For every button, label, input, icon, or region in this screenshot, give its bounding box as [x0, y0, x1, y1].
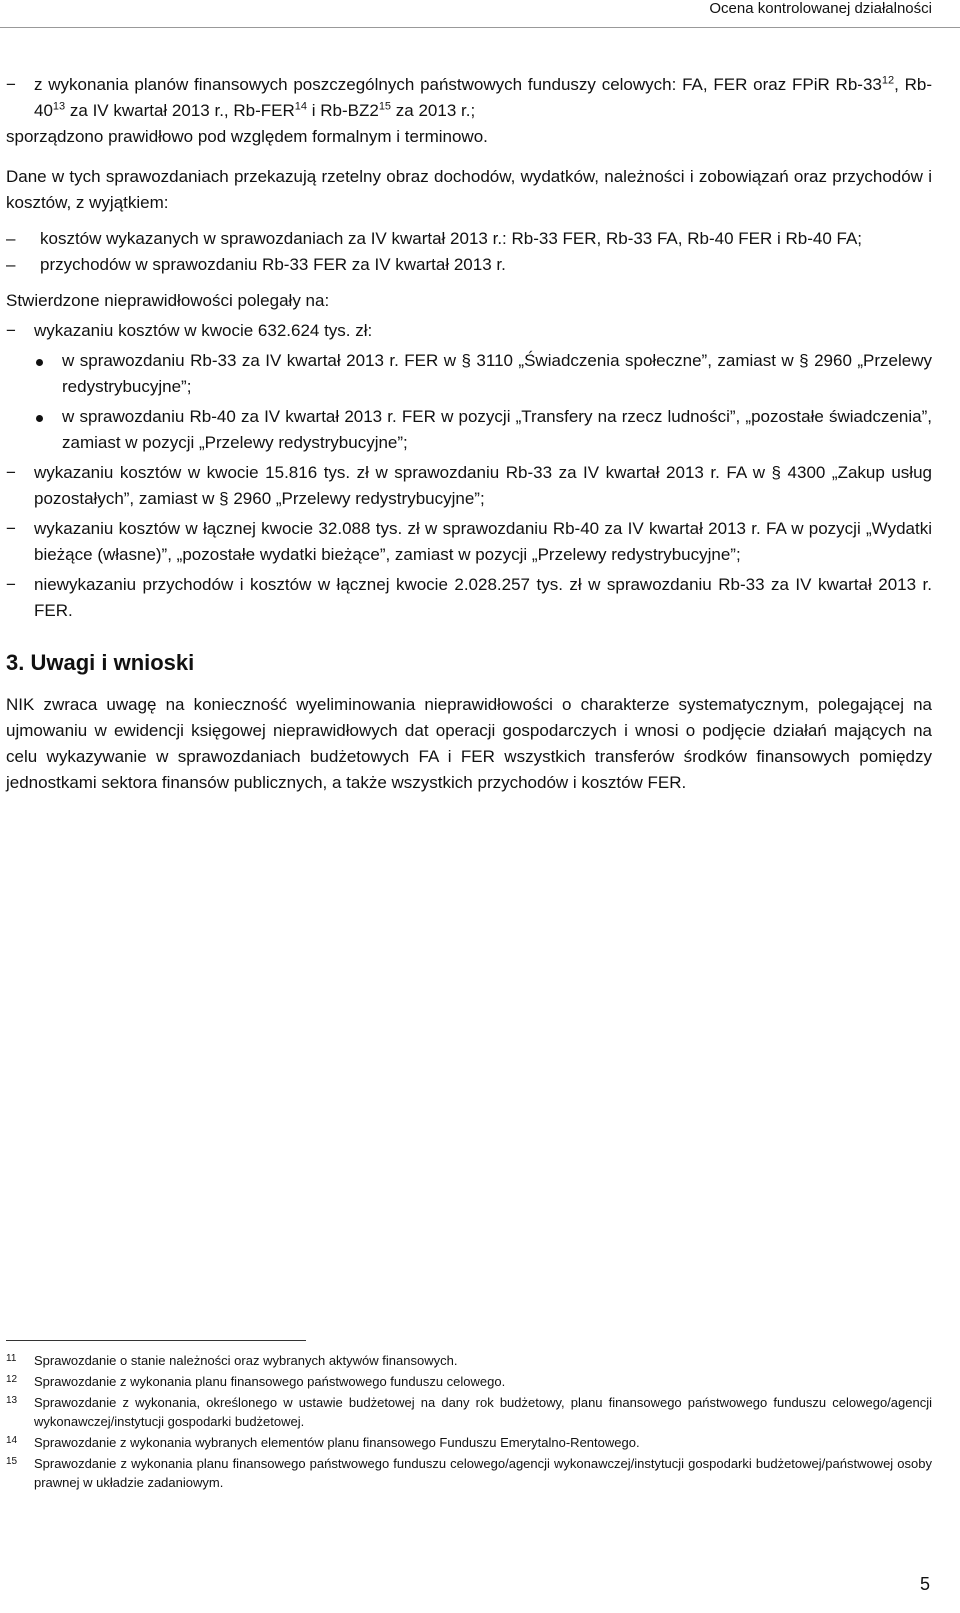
dash-marker: −: [6, 519, 16, 538]
footnote-ref-15[interactable]: 15: [378, 100, 392, 113]
footnote-ref-12[interactable]: 12: [881, 74, 895, 87]
intro-dash-item: [6, 72, 932, 124]
intro-text-2: , Rb-40: [34, 75, 932, 120]
irregularity-text: niewykazaniu przychodów i kosztów w łącznej kwocie 2.028.257 tys. zł w sprawozdaniu Rb-33 za IV kwartał 2013 r. FER.: [34, 575, 932, 620]
irregularity-text: wykazaniu kosztów w kwocie 632.624 tys. zł:: [34, 321, 373, 340]
footnote-text: Sprawozdanie z wykonania planu finansowego państwowego funduszu celowego.: [34, 1374, 506, 1389]
footnote-number: 12: [6, 1374, 18, 1385]
main-content: [6, 72, 932, 796]
footnote-12: [6, 1372, 932, 1391]
exception-text: przychodów w sprawozdaniu Rb-33 FER za IV kwartał 2013 r.: [40, 255, 506, 274]
irregularities-intro: Stwierdzone nieprawidłowości polegały na:: [6, 291, 330, 310]
irregularity-text: wykazaniu kosztów w łącznej kwocie 32.088 tys. zł w sprawozdaniu Rb-40 za IV kwartał 2013 r. FA w pozycji „Wydatki bieżące (własne)”, „pozostałe wydatki bieżące”, zamiast w pozycji „Przelewy redystrybucyjne”;: [34, 519, 932, 564]
formal-line: sporządzono prawidłowo pod względem formalnym i terminowo.: [6, 127, 488, 146]
footnote-13: [6, 1393, 932, 1431]
bullet-text: w sprawozdaniu Rb-40 za IV kwartał 2013 r. FER w pozycji „Transfery na rzecz ludności”, „pozostałe świadczenia”, zamiast w pozycji „Przelewy redystrybucyjne”;: [62, 407, 932, 452]
dash-marker: −: [6, 463, 16, 482]
exception-item: [6, 252, 932, 278]
bullet-item: [6, 348, 932, 400]
exception-item: [6, 226, 932, 252]
footnote-separator: [6, 1340, 306, 1341]
footnote-11: [6, 1351, 932, 1370]
footnote-number: 14: [6, 1435, 18, 1446]
footnote-14: [6, 1433, 932, 1452]
intro-text-3: za IV kwartał 2013 r., Rb-FER: [65, 101, 295, 120]
intro-text-4: i Rb-BZ2: [307, 101, 379, 120]
page-number: 5: [919, 1574, 930, 1594]
footnote-text: Sprawozdanie z wykonania wybranych elementów planu finansowego Funduszu Emerytalno-Rentowego.: [34, 1435, 640, 1450]
footnote-text: Sprawozdanie o stanie należności oraz wybranych aktywów finansowych.: [34, 1353, 458, 1368]
footnote-number: 11: [6, 1353, 17, 1364]
irregularity-item: [6, 460, 932, 512]
footnotes: [6, 1351, 932, 1494]
irregularity-item: [6, 516, 932, 568]
bullet-item: [6, 404, 932, 456]
footnote-number: 15: [6, 1456, 18, 1467]
intro-text-1: z wykonania planów finansowych poszczególnych państwowych funduszy celowych: FA, FER oraz FPiR Rb-33: [34, 75, 882, 94]
dash-marker: –: [6, 255, 16, 274]
dash-marker: −: [6, 321, 16, 340]
bullet-icon: [36, 415, 43, 422]
footnote-number: 13: [6, 1395, 18, 1406]
paragraph-dane: Dane w tych sprawozdaniach przekazują rzetelny obraz dochodów, wydatków, należności i zobowiązań oraz przychodów i kosztów, z wyjątkiem:: [6, 167, 932, 212]
dash-marker: –: [6, 229, 16, 248]
irregularity-item: [6, 318, 932, 344]
irregularity-item: [6, 572, 932, 624]
header-rule: [0, 27, 960, 28]
footnote-text: Sprawozdanie z wykonania, określonego w ustawie budżetowej na dany rok budżetowy, planu finansowego państwowego funduszu celowego/agencji wykonawczej/instytucji gospodarki budżetowej.: [34, 1395, 932, 1429]
bullet-icon: [36, 359, 43, 366]
irregularity-text: wykazaniu kosztów w kwocie 15.816 tys. zł w sprawozdaniu Rb-33 za IV kwartał 2013 r. FA w § 4300 „Zakup usług pozostałych”, zamiast w § 2960 „Przelewy redystrybucyjne”;: [34, 463, 932, 508]
bullet-text: w sprawozdaniu Rb-33 za IV kwartał 2013 r. FER w § 3110 „Świadczenia społeczne”, zamiast w § 2960 „Przelewy redystrybucyjne”;: [62, 351, 932, 396]
running-header: Ocena kontrolowanej działalności: [709, 0, 932, 17]
dash-marker: −: [6, 75, 16, 94]
exception-text: kosztów wykazanych w sprawozdaniach za IV kwartał 2013 r.: Rb-33 FER, Rb-33 FA, Rb-40 FER i Rb-40 FA;: [40, 229, 863, 248]
nik-paragraph: NIK zwraca uwagę na konieczność wyeliminowania nieprawidłowości o charakterze systematycznym, polegającej na ujmowaniu w ewidencji księgowej nieprawidłowych dat operacji gospodarczych i wnosi o podjęcie działań mających na celu wykazywanie w sprawozdaniach budżetowych FA i FER wszystkich transferów środków finansowych pomiędzy jednostkami sektora finansów publicznych, a także wszystkich przychodów i kosztów FER.: [6, 695, 932, 792]
intro-text-5: za 2013 r.;: [391, 101, 476, 120]
dash-marker: −: [6, 575, 16, 594]
footnote-ref-14[interactable]: 14: [294, 100, 308, 113]
footnote-15: [6, 1454, 932, 1492]
section-heading: 3. Uwagi i wnioski: [6, 650, 195, 675]
footnote-ref-13[interactable]: 13: [52, 100, 66, 113]
footnote-text: Sprawozdanie z wykonania planu finansowego państwowego funduszu celowego/agencji wykonawczej/instytucji gospodarki budżetowej/państwowej osoby prawnej w układzie zadaniowym.: [34, 1456, 932, 1490]
